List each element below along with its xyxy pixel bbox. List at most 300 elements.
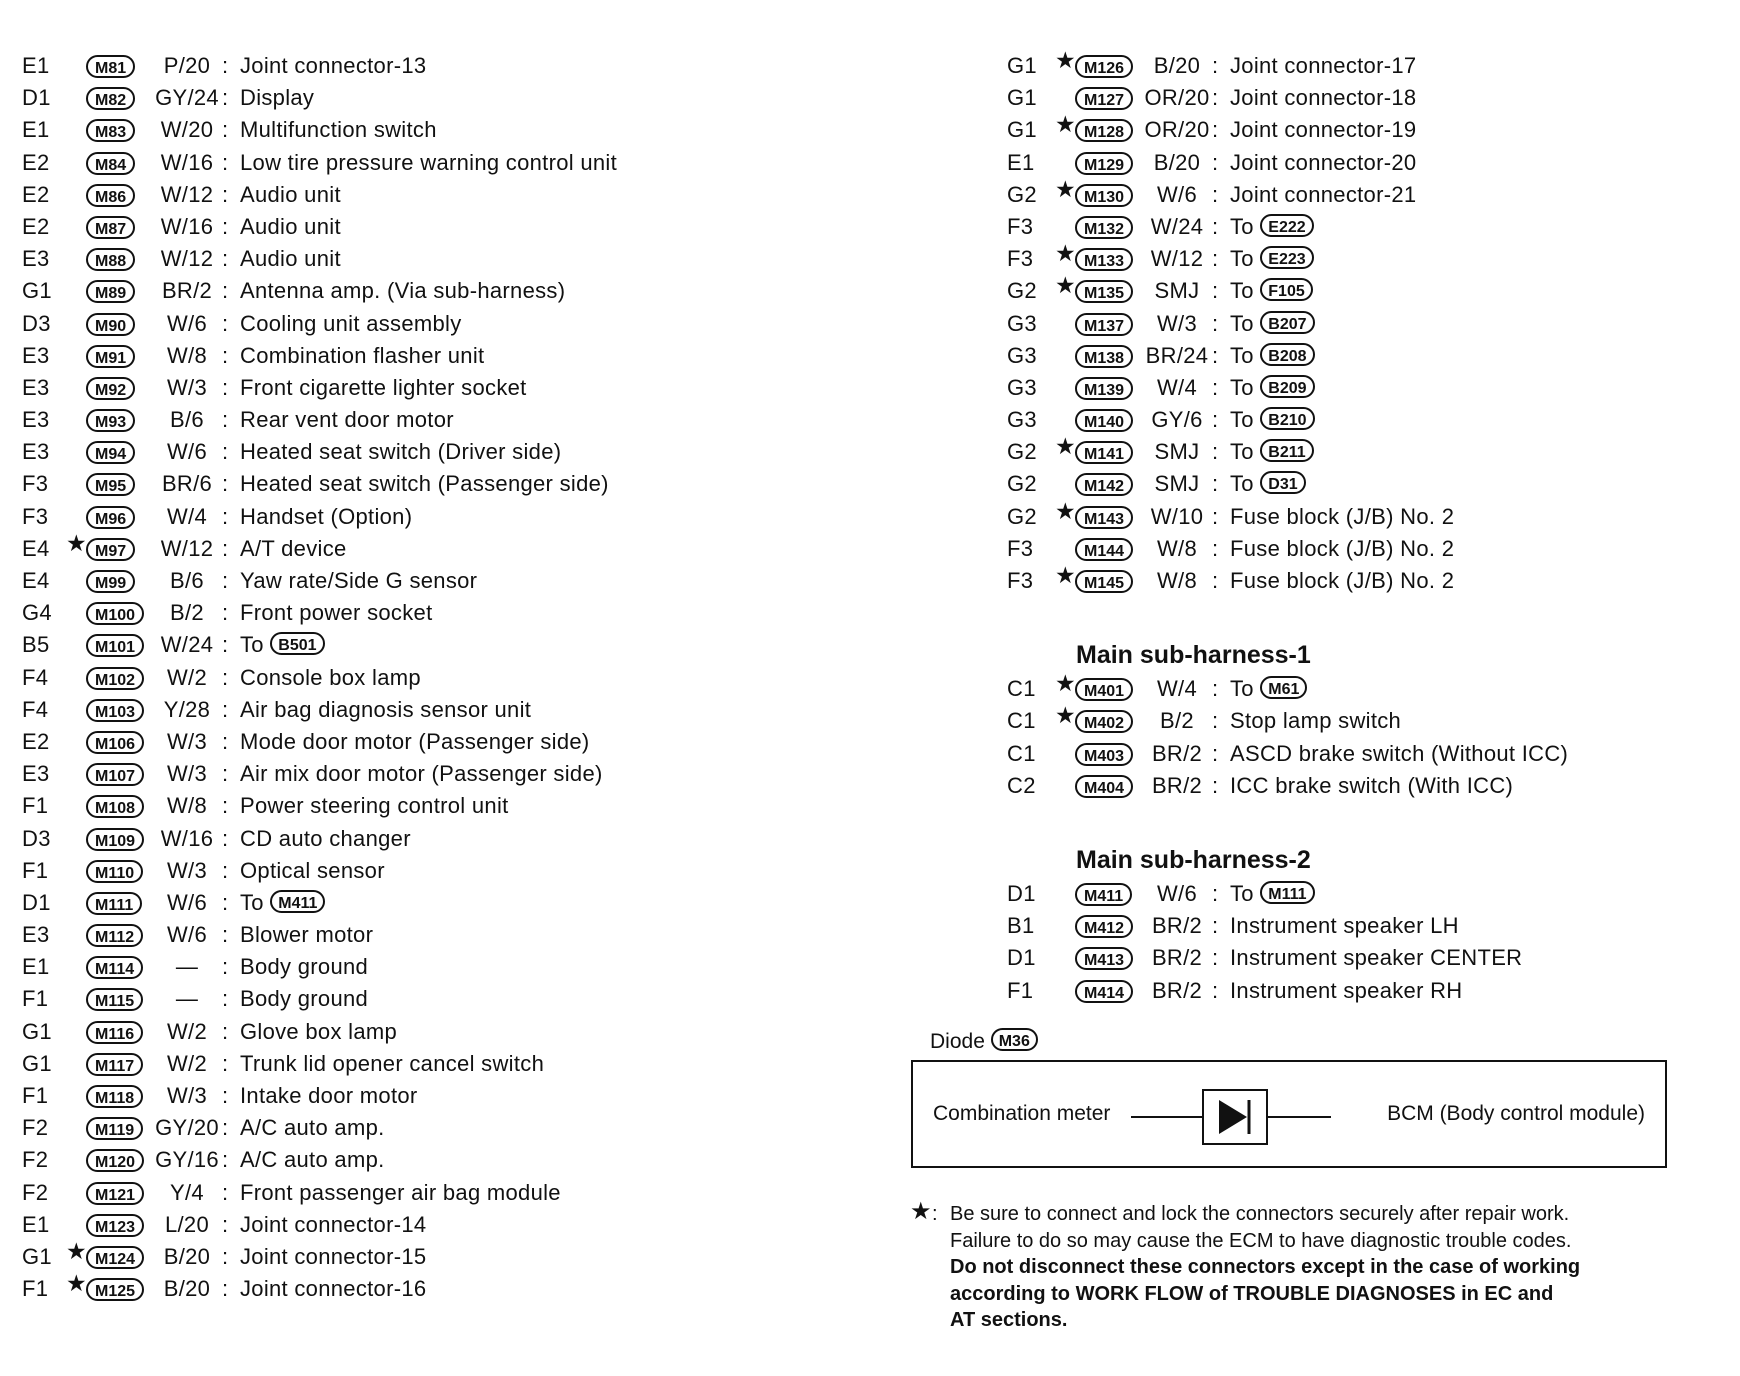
target-connector-badge: B501: [270, 632, 324, 655]
wire-spec: B/20: [1153, 149, 1201, 175]
grid-ref: F3: [1007, 213, 1034, 239]
separator: :: [222, 954, 229, 980]
grid-ref: F2: [22, 1115, 49, 1141]
grid-ref: F1: [22, 986, 49, 1012]
description-text: Joint connector-15: [240, 1243, 427, 1269]
separator: :: [222, 181, 229, 207]
target-connector-badge: B209: [1260, 375, 1314, 398]
connector-description: [240, 823, 411, 855]
connector-row: [22, 275, 882, 307]
grid-ref: E3: [22, 761, 50, 787]
description-text: Joint connector-13: [240, 53, 427, 78]
description-text: To: [240, 632, 264, 658]
connector-cell: [1075, 942, 1133, 974]
separator: :: [222, 149, 229, 175]
wire-spec: B/20: [163, 1276, 211, 1302]
description-text: Instrument speaker RH: [1230, 977, 1463, 1003]
grid-ref: E1: [22, 53, 50, 78]
connector-description: [240, 1177, 561, 1209]
separator: :: [1212, 53, 1219, 78]
grid-ref: F3: [1007, 535, 1034, 561]
connector-badge: M93: [86, 409, 135, 432]
separator: :: [1212, 913, 1219, 939]
star-icon: ★: [1055, 175, 1076, 202]
star-icon: ★: [66, 1270, 87, 1297]
connector-row: [22, 726, 882, 758]
grid-ref: G2: [1007, 503, 1037, 529]
connector-badge: M121: [86, 1182, 144, 1205]
description-text: To: [1230, 439, 1254, 465]
grid-ref: E3: [22, 439, 50, 465]
grid-ref: F1: [22, 793, 49, 819]
connector-row: [22, 147, 882, 179]
target-connector-badge: B211: [1260, 439, 1313, 462]
connector-badge: M404: [1075, 775, 1133, 798]
connector-cell: [86, 211, 135, 243]
connector-description: [240, 1080, 418, 1112]
separator: :: [1212, 708, 1219, 734]
connector-row: [1007, 240, 1707, 275]
wire-spec: W/3: [166, 1083, 207, 1108]
connector-description: [240, 114, 437, 146]
connector-badge: M120: [86, 1149, 144, 1172]
connector-cell: [86, 308, 135, 340]
connector-description: [240, 243, 341, 275]
wire-spec: W/16: [160, 149, 214, 175]
section-spacer: [1007, 802, 1707, 838]
wire-spec: W/24: [1150, 213, 1204, 239]
connector-description: [1230, 910, 1459, 942]
connector-badge: M137: [1075, 313, 1133, 336]
grid-ref: C1: [1007, 740, 1036, 766]
connector-row: [22, 1144, 882, 1176]
connector-row: [22, 855, 882, 887]
grid-ref: F1: [22, 857, 49, 883]
connector-description: [1230, 82, 1416, 114]
diode-diagram: [911, 1060, 1667, 1168]
connector-cell: [1075, 340, 1133, 372]
grid-ref: E1: [22, 1211, 50, 1237]
grid-ref: D1: [1007, 880, 1036, 906]
connector-description: [240, 758, 603, 790]
grid-ref: F4: [22, 696, 49, 722]
separator: :: [222, 1050, 229, 1076]
grid-ref: E1: [22, 117, 50, 143]
wire-spec: W/6: [166, 439, 207, 465]
separator: :: [222, 374, 229, 400]
grid-ref: E3: [22, 407, 50, 433]
connector-description: [1230, 468, 1306, 500]
grid-ref: B5: [22, 632, 50, 658]
target-connector-badge: M411: [270, 890, 325, 913]
connector-badge: M129: [1075, 152, 1133, 175]
separator: :: [1212, 535, 1219, 561]
connector-row: [22, 951, 882, 983]
connector-badge: M145: [1075, 570, 1133, 593]
connector-badge: M90: [86, 313, 135, 336]
description-text: Front passenger air bag module: [240, 1179, 561, 1205]
separator: :: [222, 471, 229, 497]
description-text: Mode door motor (Passenger side): [240, 728, 590, 754]
right-main-list: [1007, 47, 1707, 597]
connector-row: [22, 179, 882, 211]
connector-row: [1007, 942, 1707, 974]
connector-cell: [86, 919, 143, 951]
grid-ref: D3: [22, 310, 51, 336]
connector-cell: [86, 147, 135, 179]
wire-spec: W/12: [160, 181, 214, 207]
wire-spec: GY/6: [1151, 407, 1203, 433]
connector-badge: M144: [1075, 538, 1133, 561]
connector-row: [22, 211, 882, 243]
connector-badge: M102: [86, 667, 144, 690]
sub-harness-1-title: Main sub-harness-1: [1076, 641, 1311, 670]
connector-badge: M89: [86, 280, 135, 303]
description-text: Heated seat switch (Driver side): [240, 439, 562, 465]
note-line-4: according to WORK FLOW of TROUBLE DIAGNOSES in EC and: [950, 1282, 1554, 1305]
connector-badge: M127: [1075, 87, 1133, 110]
description-text: To: [1230, 676, 1254, 702]
wire-spec: W/3: [166, 728, 207, 754]
connector-row: [22, 82, 882, 114]
separator: :: [222, 278, 229, 304]
description-text: Blower motor: [240, 922, 374, 948]
separator: :: [1212, 181, 1219, 207]
connector-row: [22, 1270, 882, 1305]
connector-cell: [86, 50, 135, 82]
diode-connector-badge: M36: [991, 1028, 1038, 1051]
wire-spec: BR/2: [1151, 740, 1203, 766]
separator: :: [222, 793, 229, 819]
connector-description: [240, 1016, 397, 1048]
connector-cell: [86, 597, 144, 629]
target-connector-badge: M61: [1260, 676, 1307, 699]
separator: :: [222, 1083, 229, 1108]
wire-spec: W/4: [166, 503, 207, 529]
wire-spec: P/20: [163, 53, 211, 78]
connector-row: [22, 340, 882, 372]
connector-cell: [86, 694, 144, 726]
connector-badge: M81: [86, 55, 135, 78]
separator: :: [222, 568, 229, 593]
description-text: To: [1230, 246, 1254, 272]
grid-ref: E3: [22, 246, 50, 272]
connector-row: [1007, 497, 1707, 533]
wire-spec: L/20: [164, 1211, 210, 1237]
grid-ref: C1: [1007, 676, 1036, 702]
connector-description: [240, 855, 385, 887]
connector-description: [240, 340, 484, 372]
connector-description: [1230, 114, 1416, 146]
connector-badge: M106: [86, 731, 144, 754]
grid-ref: G1: [22, 1243, 52, 1269]
separator: :: [1212, 85, 1219, 111]
connector-description: [240, 694, 531, 726]
connector-badge: M125: [86, 1278, 144, 1301]
target-connector-badge: E223: [1260, 246, 1313, 269]
connector-row: [22, 1080, 882, 1112]
connector-badge: M103: [86, 699, 144, 722]
connector-badge: M111: [86, 892, 142, 915]
separator: :: [1212, 246, 1219, 272]
section-spacer: [1007, 597, 1707, 633]
grid-ref: F1: [22, 1276, 49, 1302]
caution-notes: [910, 1198, 1581, 1334]
wire-spec: OR/20: [1144, 85, 1210, 111]
wire-spec: BR/2: [1151, 945, 1203, 971]
connector-description: [1230, 50, 1416, 82]
star-icon: ★: [1055, 47, 1076, 73]
connector-description: [1230, 878, 1315, 910]
description-text: Display: [240, 85, 315, 111]
connector-row: [22, 983, 882, 1015]
connector-row: [22, 823, 882, 855]
separator: :: [222, 1276, 229, 1302]
grid-ref: E4: [22, 535, 50, 561]
connector-row: [22, 436, 882, 468]
wire-spec: BR/2: [161, 278, 213, 304]
wire-spec: B/20: [163, 1243, 211, 1269]
connector-description: [240, 887, 325, 919]
wire-spec: W/16: [160, 213, 214, 239]
connector-description: [240, 533, 347, 565]
description-text: Fuse block (J/B) No. 2: [1230, 568, 1455, 593]
grid-ref: F2: [22, 1179, 49, 1205]
separator: :: [222, 246, 229, 272]
connector-cell: [86, 951, 143, 983]
wire-spec: Y/28: [163, 696, 211, 722]
connector-row: [1007, 562, 1707, 597]
connector-description: [240, 1048, 544, 1080]
connector-description: [240, 1273, 426, 1305]
connector-badge: M86: [86, 184, 135, 207]
grid-ref: G1: [1007, 117, 1037, 143]
wire-spec: W/12: [1150, 246, 1204, 272]
separator: :: [222, 696, 229, 722]
separator: :: [222, 728, 229, 754]
connector-description: [240, 565, 477, 597]
wire-spec: W/3: [1156, 310, 1197, 336]
connector-row: [22, 308, 882, 340]
connector-description: [1230, 211, 1314, 243]
grid-ref: C1: [1007, 708, 1036, 734]
description-text: Joint connector-17: [1230, 53, 1417, 78]
connector-badge: M95: [86, 473, 135, 496]
description-text: Joint connector-20: [1230, 149, 1417, 175]
wire-spec: SMJ: [1154, 471, 1200, 497]
connector-row: [1007, 404, 1707, 436]
connector-cell: [86, 823, 144, 855]
connector-cell: [86, 1209, 144, 1241]
separator: :: [1212, 880, 1219, 906]
grid-ref: G1: [22, 1050, 52, 1076]
connector-row: [1007, 975, 1707, 1007]
connector-description: [240, 436, 561, 468]
connector-cell: [86, 501, 135, 533]
separator: :: [1212, 772, 1219, 798]
grid-ref: F4: [22, 664, 49, 690]
connector-cell: [86, 1016, 143, 1048]
separator: :: [222, 857, 229, 883]
connector-cell: [86, 855, 143, 887]
wire-spec: W/16: [160, 825, 214, 851]
connector-row: [22, 372, 882, 404]
description-text: Antenna amp. (Via sub-harness): [240, 278, 566, 304]
connector-description: [1230, 243, 1314, 275]
connector-description: [1230, 942, 1522, 974]
wire-spec: W/4: [1156, 374, 1197, 400]
connector-cell: [1075, 910, 1133, 942]
connector-description: [1230, 179, 1416, 211]
connector-row: [22, 1048, 882, 1080]
connector-description: [240, 951, 368, 983]
sub-harness-2-list: [1007, 878, 1707, 1007]
wire-spec: W/8: [1156, 568, 1197, 593]
connector-row: [22, 919, 882, 951]
separator: :: [222, 825, 229, 851]
connector-cell: [86, 179, 135, 211]
connector-badge: M119: [86, 1117, 143, 1140]
connector-row: [22, 529, 882, 565]
connector-description: [240, 468, 609, 500]
wire-spec: BR/2: [1151, 977, 1203, 1003]
grid-ref: E4: [22, 568, 50, 593]
connector-badge: M116: [86, 1021, 143, 1044]
wire-spec: W/20: [160, 117, 214, 143]
wire-spec: W/6: [1156, 181, 1197, 207]
connector-description: [240, 147, 617, 179]
connector-cell: [86, 436, 135, 468]
connector-description: [240, 179, 341, 211]
connector-cell: [1075, 468, 1133, 500]
connector-cell: [86, 114, 135, 146]
connector-cell: [1075, 565, 1133, 597]
star-icon: ★: [910, 1198, 932, 1225]
wire-spec: SMJ: [1154, 278, 1200, 304]
connector-description: [240, 726, 590, 758]
connector-row: [22, 114, 882, 146]
description-text: A/C auto amp.: [240, 1115, 385, 1141]
wire-spec: W/3: [166, 761, 207, 787]
connector-cell: [1075, 243, 1133, 275]
grid-ref: D1: [1007, 945, 1036, 971]
connector-badge: M140: [1075, 409, 1133, 432]
connector-row: [1007, 111, 1707, 146]
connector-cell: [1075, 705, 1133, 737]
connector-description: [1230, 705, 1401, 737]
description-text: Yaw rate/Side G sensor: [240, 568, 478, 593]
connector-row: [22, 501, 882, 533]
connector-cell: [1075, 372, 1133, 404]
wire-spec: W/12: [160, 535, 214, 561]
description-text: To: [1230, 213, 1254, 239]
target-connector-badge: B207: [1260, 311, 1314, 334]
connector-description: [1230, 275, 1313, 307]
wire-spec: Y/4: [170, 1179, 204, 1205]
connector-cell: [1075, 82, 1133, 114]
grid-ref: F2: [22, 1147, 49, 1173]
target-connector-badge: M111: [1260, 881, 1314, 904]
separator: :: [222, 439, 229, 465]
connector-description: [1230, 533, 1454, 565]
separator: :: [1212, 740, 1219, 766]
separator: :: [1212, 407, 1219, 433]
separator: :: [1212, 676, 1219, 702]
wire-spec: W/3: [166, 857, 207, 883]
description-text: To: [1230, 374, 1254, 400]
grid-ref: G3: [1007, 407, 1037, 433]
separator: :: [222, 632, 229, 658]
grid-ref: E2: [22, 149, 50, 175]
connector-description: [240, 308, 462, 340]
connector-badge: M92: [86, 377, 135, 400]
wire-spec: B/6: [170, 407, 204, 433]
connector-cell: [86, 758, 144, 790]
grid-ref: E1: [1007, 149, 1035, 175]
connector-badge: M83: [86, 119, 135, 142]
wire-spec: —: [175, 986, 199, 1012]
separator: :: [222, 1115, 229, 1141]
wire-spec: W/8: [166, 342, 207, 368]
wire-spec: OR/20: [1144, 117, 1210, 143]
connector-badge: M124: [86, 1246, 144, 1269]
connector-cell: [1075, 308, 1133, 340]
separator: :: [1212, 278, 1219, 304]
connector-badge: M413: [1075, 947, 1133, 970]
note-line-2: Failure to do so may cause the ECM to have diagnostic trouble codes.: [950, 1229, 1572, 1252]
connector-row: [22, 243, 882, 275]
connector-row: [1007, 468, 1707, 500]
description-text: Stop lamp switch: [1230, 708, 1402, 734]
description-text: Trunk lid opener cancel switch: [240, 1050, 545, 1076]
connector-description: [1230, 340, 1315, 372]
star-icon: ★: [66, 1237, 87, 1264]
connector-row: [22, 597, 882, 629]
connector-cell: [1075, 770, 1133, 802]
wire-spec: B/2: [170, 600, 204, 626]
connector-badge: M132: [1075, 216, 1133, 239]
connector-cell: [86, 372, 135, 404]
description-text: Body ground: [240, 986, 369, 1012]
description-text: Instrument speaker LH: [1230, 913, 1459, 939]
description-text: ICC brake switch (With ICC): [1230, 772, 1514, 798]
connector-description: [1230, 770, 1513, 802]
connector-cell: [86, 790, 144, 822]
connector-description: [1230, 501, 1454, 533]
separator: :: [222, 889, 229, 915]
separator: :: [1212, 568, 1219, 593]
diode-symbol-icon: [1131, 1088, 1371, 1146]
connector-description: [1230, 738, 1568, 770]
separator: :: [222, 1018, 229, 1044]
diode-label-text: Diode: [930, 1030, 985, 1053]
connector-badge: M101: [86, 634, 144, 657]
separator: :: [222, 503, 229, 529]
connector-cell: [86, 1177, 144, 1209]
description-text: Joint connector-21: [1230, 181, 1417, 207]
connector-row: [22, 662, 882, 694]
connector-cell: [86, 533, 135, 565]
wire-spec: W/6: [166, 889, 207, 915]
connector-badge: M403: [1075, 743, 1133, 766]
description-text: Heated seat switch (Passenger side): [240, 471, 609, 497]
connector-row: [1007, 372, 1707, 404]
description-text: Instrument speaker CENTER: [1230, 945, 1523, 971]
separator: :: [222, 664, 229, 690]
connector-badge: M97: [86, 538, 135, 561]
connector-cell: [86, 726, 144, 758]
connector-cell: [1075, 179, 1133, 211]
